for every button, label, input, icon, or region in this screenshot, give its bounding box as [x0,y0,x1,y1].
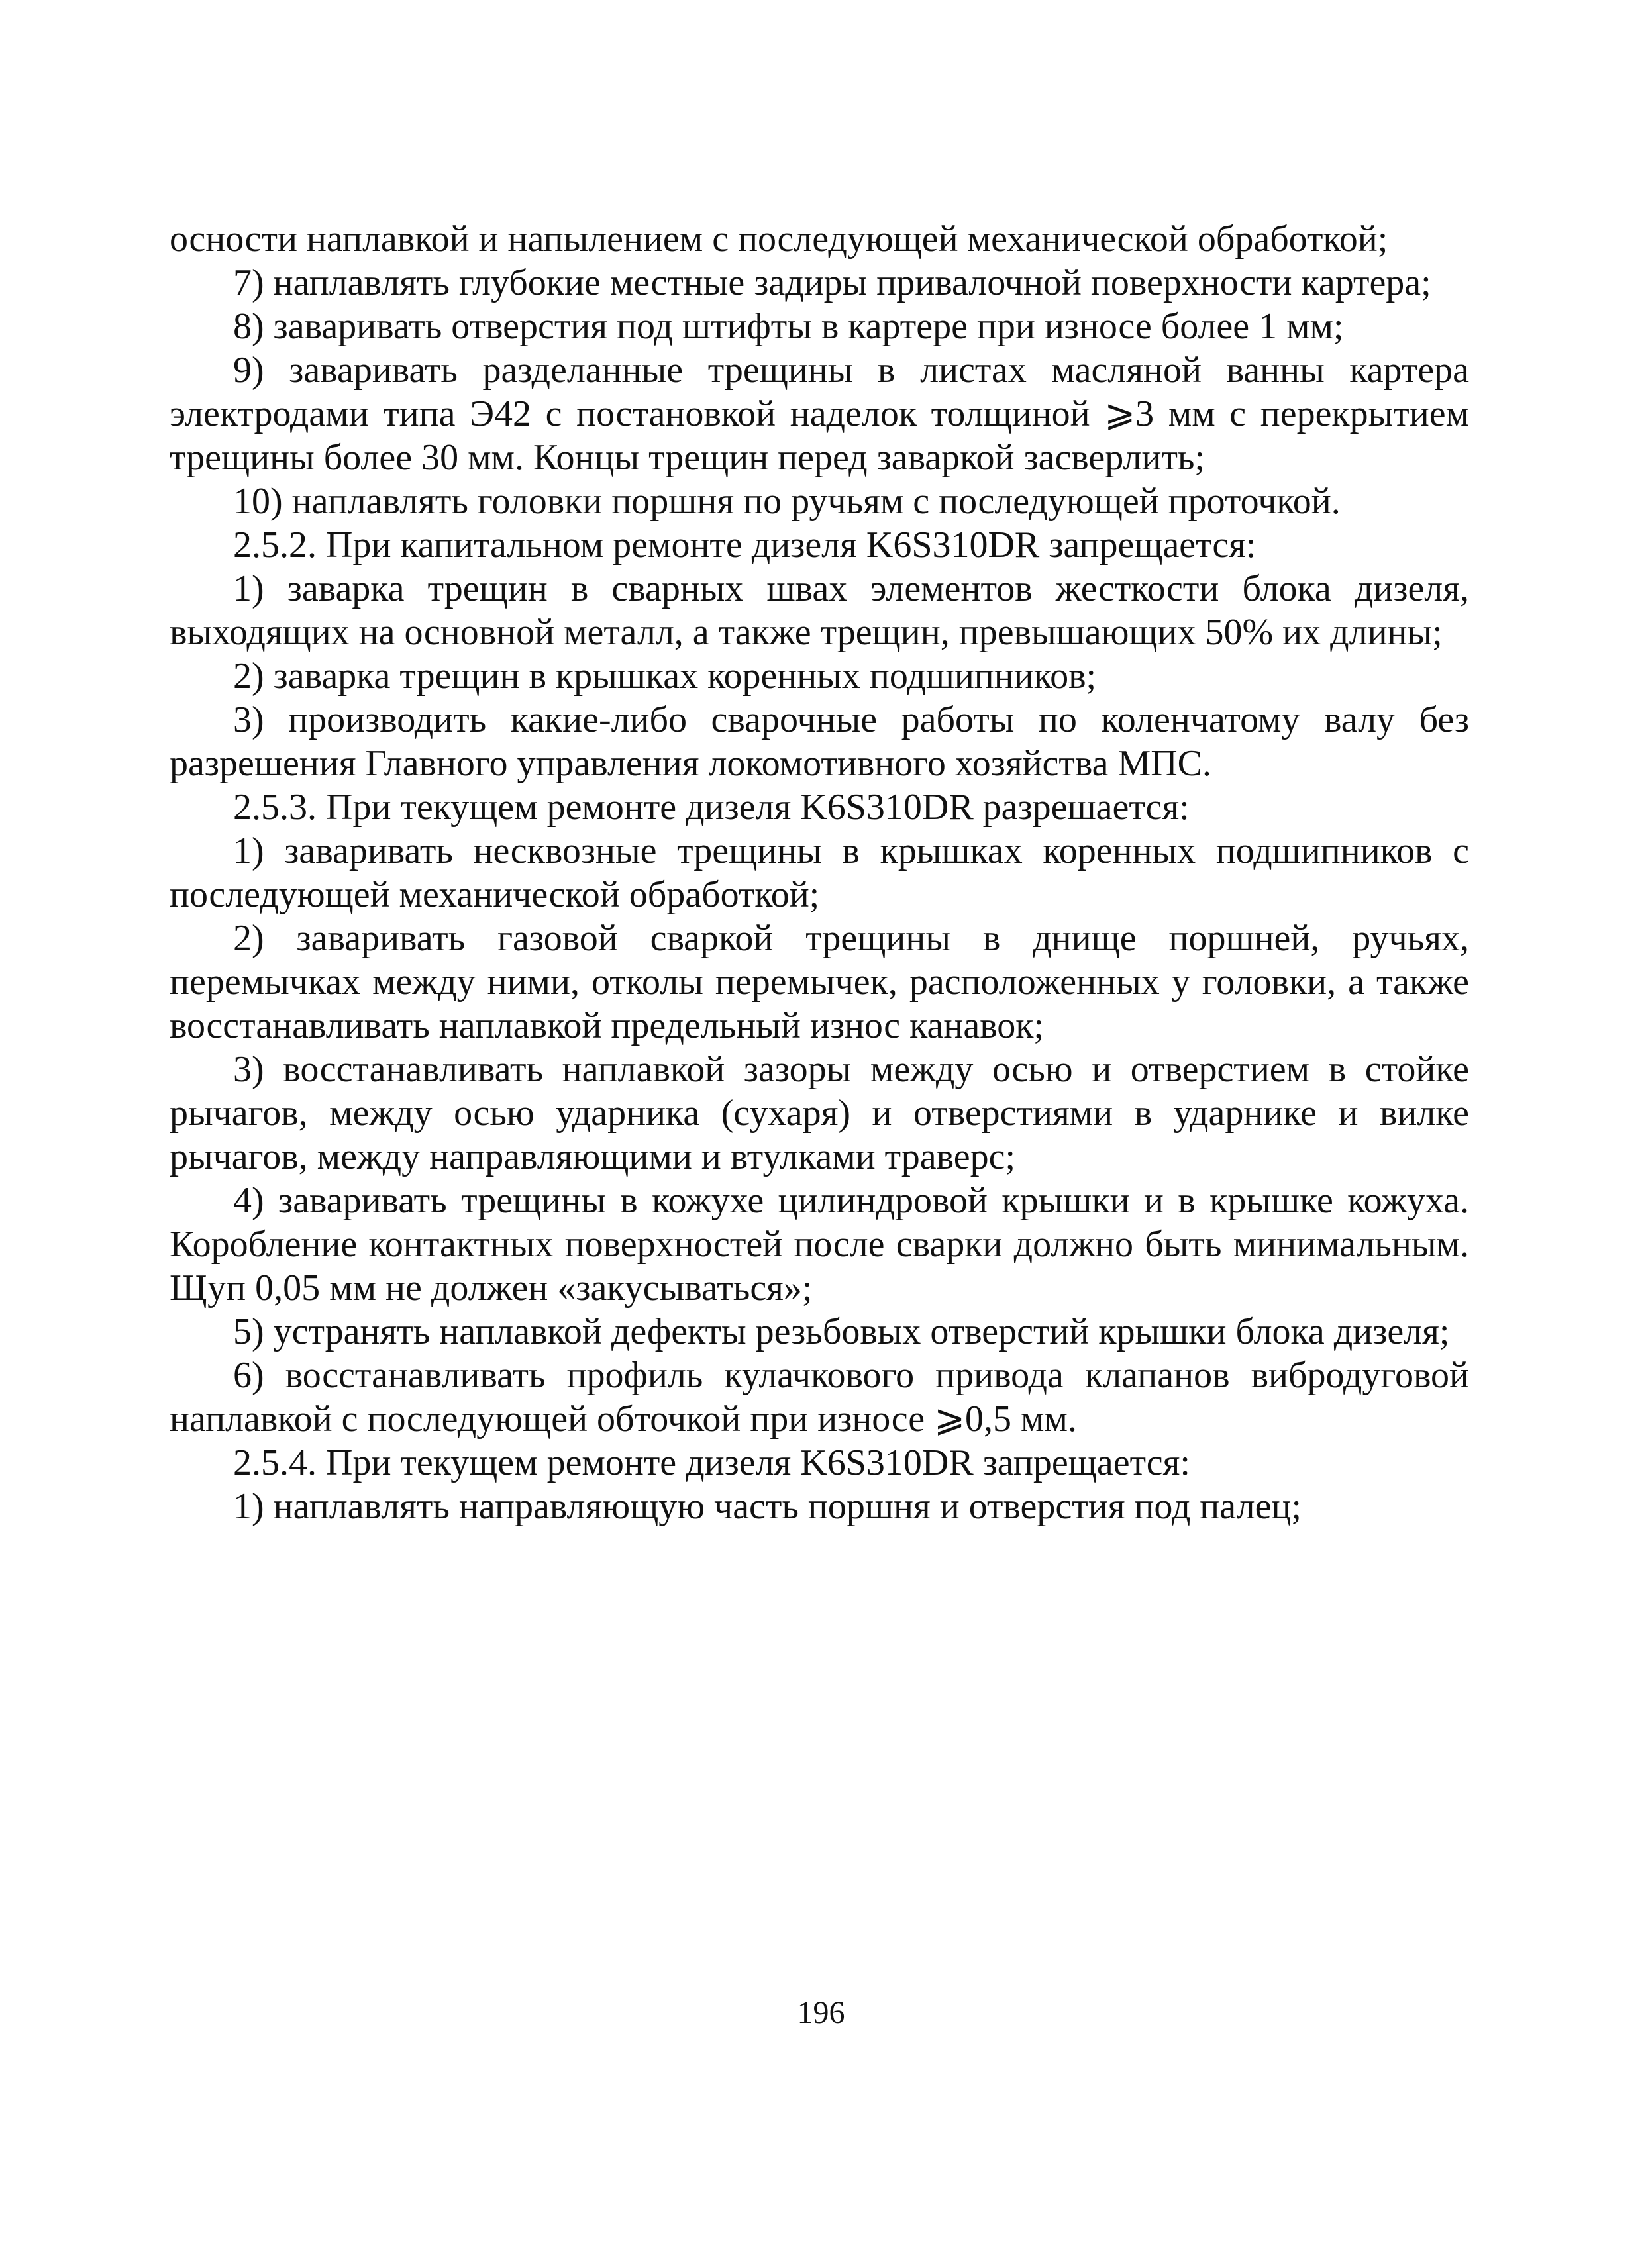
page-number: 196 [797,1995,845,2030]
paragraph-2-5-2-item-3: 3) производить какие-либо сварочные работы по коленчатому валу без разрешения Главного управления локомотивного хозяйства МПС. [170,699,1469,784]
paragraph-2-5-3-item-3: 3) восстанавливать наплавкой зазоры между осью и отверстием в стойке рычагов, между осью ударника (сухаря) и отверстиями в ударнике и вилке рычагов, между направляющими и втулками траверс; [170,1049,1469,1177]
paragraph-2-5-3-item-2: 2) заваривать газовой сваркой трещины в днище поршней, ручьях, перемычках между ними, отколы перемычек, расположенных у головки, а также восстанавливать наплавкой предельный износ канавок; [170,918,1469,1046]
section-2-5-4-heading: 2.5.4. При текущем ремонте дизеля K6S310DR запрещается: [233,1442,1190,1483]
paragraph-2-5-3-item-4: 4) заваривать трещины в кожухе цилиндровой крышки и в крышке кожуха. Коробление контактных поверхностей после сварки должно быть минимальным. Щуп 0,05 мм не должен «закусываться»; [170,1180,1469,1308]
section-2-5-3-heading: 2.5.3. При текущем ремонте дизеля K6S310DR разрешается: [233,787,1190,828]
paragraph-item-8: 8) заваривать отверстия под штифты в картере при износе более 1 мм; [233,306,1344,347]
paragraph-2-5-4-item-1: 1) наплавлять направляющую часть поршня и отверстия под палец; [233,1486,1302,1527]
paragraph-2-5-3-item-5: 5) устранять наплавкой дефекты резьбовых отверстий крышки блока дизеля; [233,1311,1450,1352]
paragraph-2-5-2-item-1: 1) заварка трещин в сварных швах элементов жесткости блока дизеля, выходящих на основной металл, а также трещин, превышающих 50% их длины; [170,568,1469,653]
paragraph-2-5-3-item-6: 6) восстанавливать профиль кулачкового привода клапанов вибродуговой наплавкой с последующей обточкой при износе ⩾0,5 мм. [170,1355,1469,1440]
body-text [170,217,1469,1528]
paragraph-item-9: 9) заваривать разделанные трещины в листах масляной ванны картера электродами типа Э42 с постановкой наделок толщиной ⩾3 мм с перекрытием трещины более 30 мм. Концы трещин перед заваркой засверлить; [170,350,1469,478]
paragraph-item-10: 10) наплавлять головки поршня по ручьям с последующей проточкой. [233,481,1341,522]
paragraph-continuation: осности наплавкой и напылением с последующей механической обработкой; [170,219,1388,260]
section-2-5-2-heading: 2.5.2. При капитальном ремонте дизеля K6S310DR запрещается: [233,524,1257,566]
paragraph-item-7: 7) наплавлять глубокие местные задиры привалочной поверхности картера; [233,262,1431,303]
paragraph-2-5-3-item-1: 1) заваривать несквозные трещины в крышках коренных подшипников с последующей механической обработкой; [170,830,1469,915]
paragraph-2-5-2-item-2: 2) заварка трещин в крышках коренных подшипников; [233,656,1097,697]
